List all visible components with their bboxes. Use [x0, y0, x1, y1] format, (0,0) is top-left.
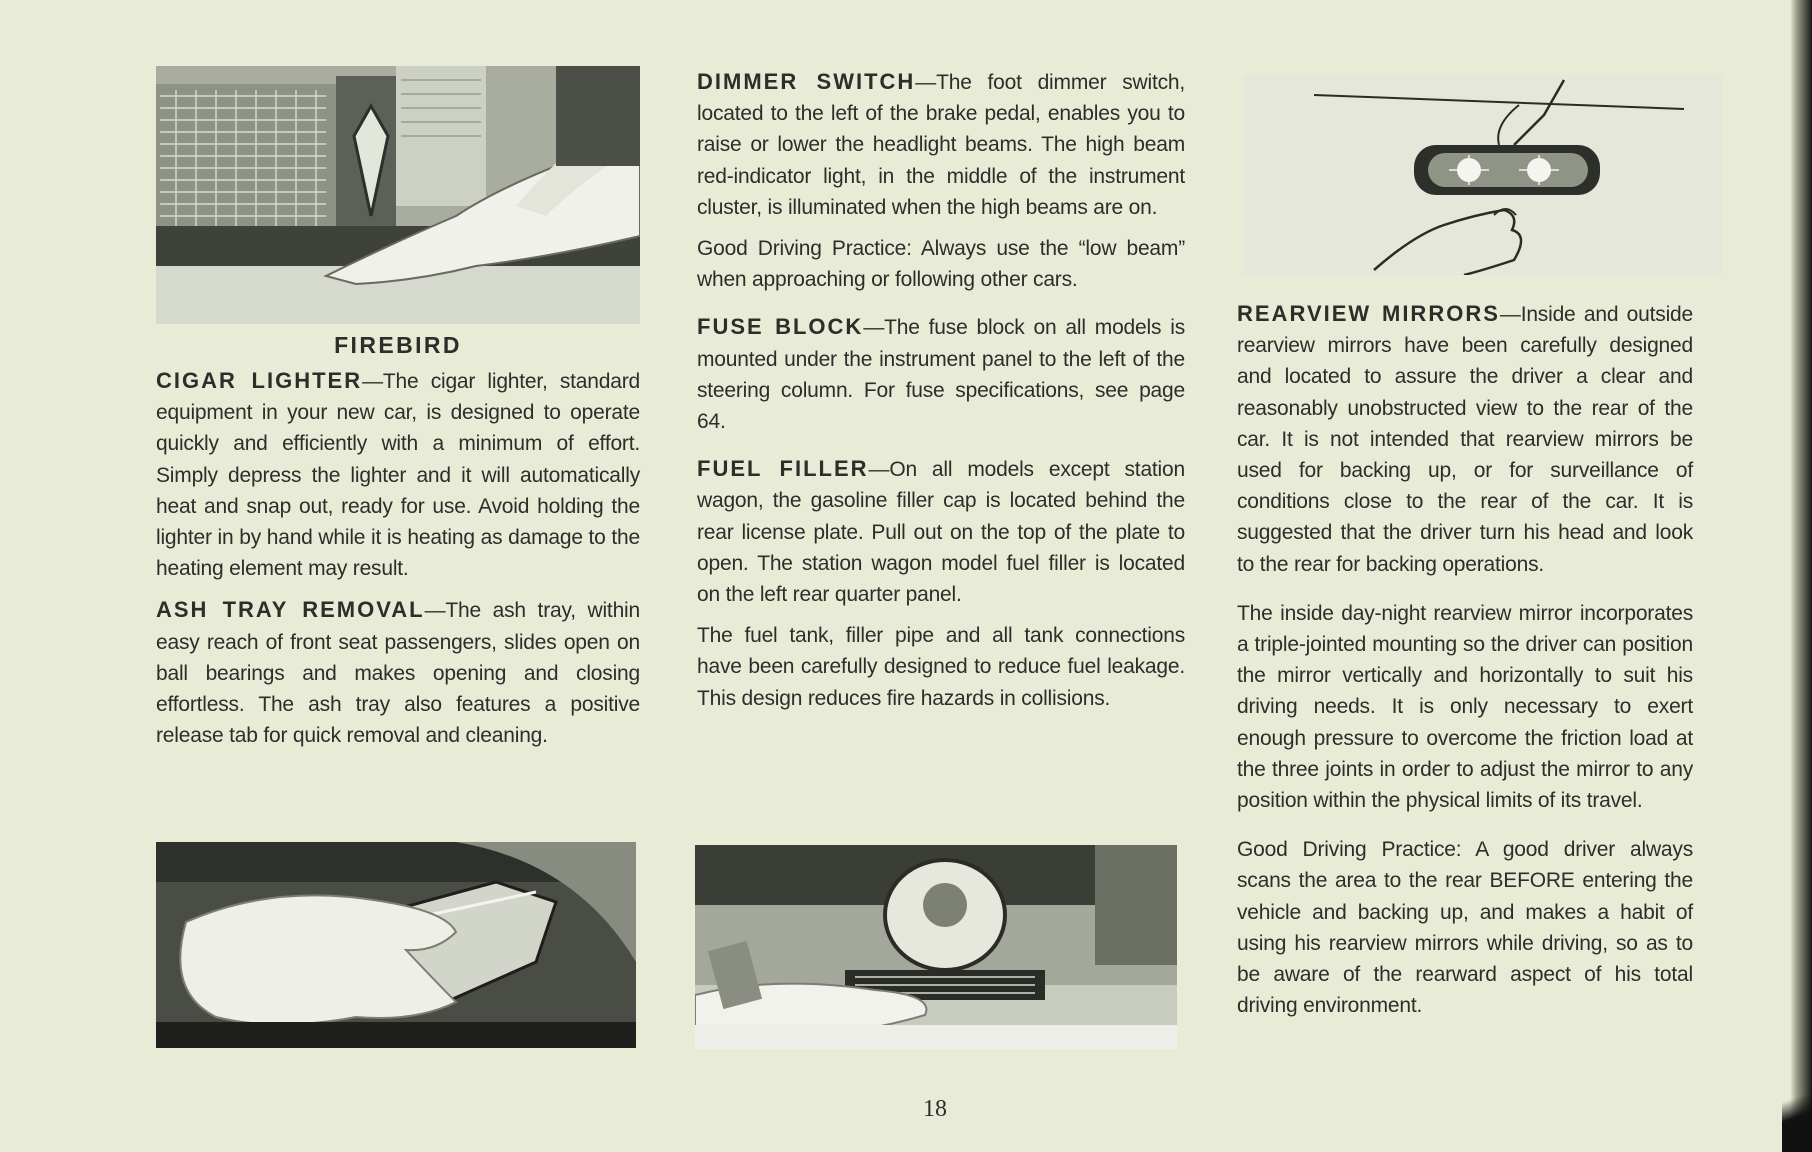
ash-tray-paragraph — [156, 594, 640, 751]
rearview-mirrors-heading: REARVIEW MIRRORS — [1237, 301, 1500, 326]
fuel-tank-paragraph: The fuel tank, filler pipe and all tank connections have been carefully designed to reduce fuel leakage. This design reduces fire hazards in collisions. — [697, 624, 1185, 710]
dimmer-switch-heading: DIMMER SWITCH — [697, 69, 916, 94]
dimmer-switch-text: —The foot dimmer switch, located to the left of the brake pedal, enables you to raise or lower the headlight beams. The high beam red-indicator light, in the middle of the instrument cluster, is illuminated when the high beams are on. — [697, 71, 1185, 219]
dimmer-practice-paragraph: Good Driving Practice: Always use the “low beam” when approaching or following other cars. — [697, 237, 1185, 292]
page-edge-shadow — [1790, 0, 1812, 1152]
fuel-filler-text: —On all models except station wagon, the gasoline filler cap is located behind the rear license plate. Pull out on the top of the plate to open. The station wagon model fuel filler is located on the left rear quarter panel. — [697, 458, 1185, 607]
ash-tray-removal-photo — [156, 842, 636, 1048]
fuel-filler-heading: FUEL FILLER — [697, 456, 869, 482]
cigar-lighter-text: —The cigar lighter, standard equipment in your new car, is designed to operate quickly and efficiently with a minimum of effort. Simply depress the lighter and it will automatically heat and snap out, ready for use. Avoid holding the lighter in by hand while it is heating as damage to the heating element may result. — [156, 370, 640, 581]
photo-caption-firebird: FIREBIRD — [334, 332, 462, 358]
mirror-practice-paragraph: Good Driving Practice: A good driver always scans the area to the rear BEFORE entering the vehicle and backing up, and makes a habit of using his rearview mirrors while driving, so as to be aware of the rearward aspect of his total driving environment. — [1237, 838, 1693, 1018]
ash-tray-text: —The ash tray, within easy reach of front seat passengers, slides open on ball bearings and makes opening and closing effortless. The ash tray also features a positive release tab for quick removal and cleaning. — [156, 599, 640, 748]
rearview-mirrors-paragraph — [1237, 298, 1693, 580]
fuse-block-paragraph — [697, 311, 1185, 437]
rearview-mirror-illustration — [1244, 75, 1722, 275]
cigar-lighter-paragraph — [156, 365, 640, 584]
rearview-mirrors-text: —Inside and outside rearview mirrors have been carefully designed and located to assure the driver a clear and reasonably unobstructed view to the rear of the car. It is not intended that rearview mirrors be used for backing up, or for surveillance of conditions close to the rear of the car. It is suggested that the driver turn his head and look to the rear for backing operations. — [1237, 303, 1693, 576]
day-night-mirror-paragraph: The inside day-night rearview mirror incorporates a triple-jointed mounting so the driver can position the mirror vertically and horizontally to suit his driving needs. It is only necessary to exert enough pressure to overcome the friction load at the three joints in order to adjust the mirror to any position within the physical limits of its travel. — [1237, 601, 1693, 813]
page-corner-shadow — [1782, 1062, 1812, 1152]
fuel-filler-photo — [695, 845, 1177, 1049]
firebird-cigar-lighter-photo — [156, 66, 640, 324]
fuel-filler-paragraph — [697, 453, 1185, 610]
page-number: 18 — [923, 1096, 947, 1122]
dimmer-switch-paragraph — [697, 66, 1185, 223]
ash-tray-heading: ASH TRAY REMOVAL — [156, 597, 425, 623]
fuse-block-heading: FUSE BLOCK — [697, 314, 864, 340]
fuse-block-text: —The fuse block on all models is mounted under the instrument panel to the left of the steering column. For fuse specifications, see page 64. — [697, 316, 1185, 434]
cigar-lighter-heading: CIGAR LIGHTER — [156, 368, 363, 393]
